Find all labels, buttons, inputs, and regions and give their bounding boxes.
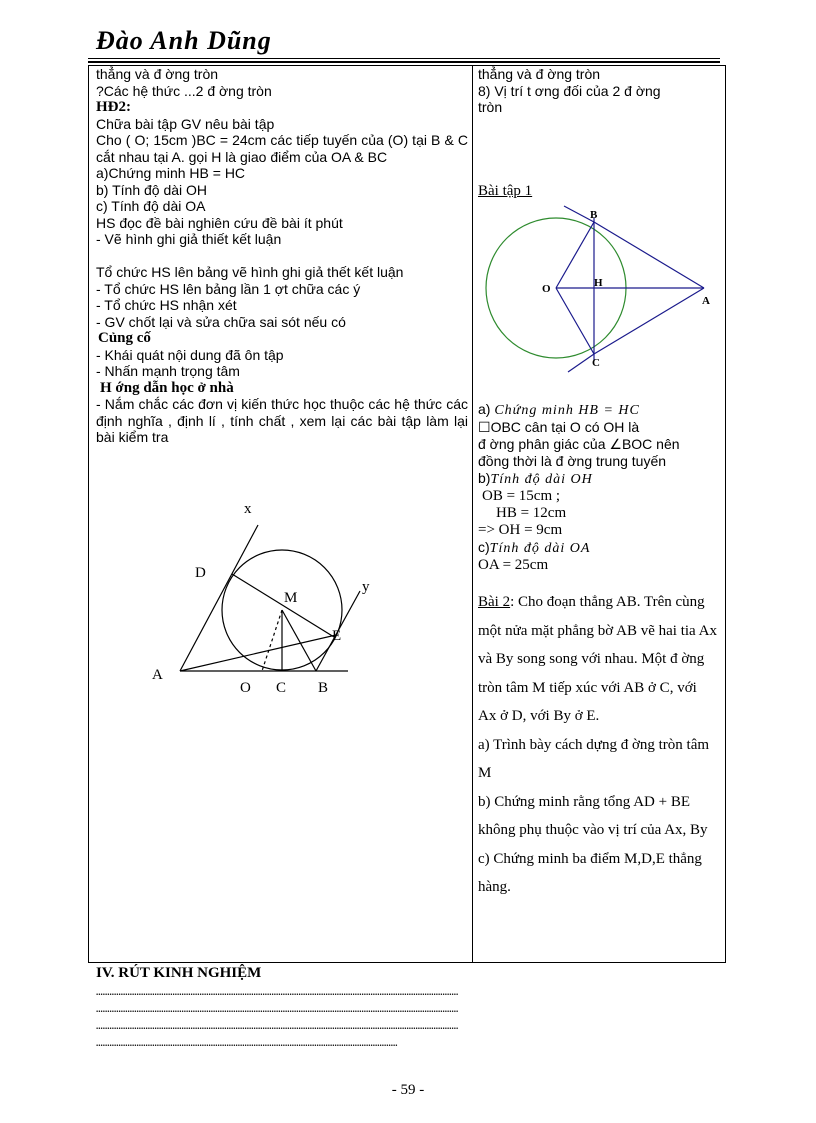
right-column: [478, 66, 718, 116]
left-line: thẳng và đ ờng tròn: [96, 66, 219, 82]
part-b-line: HB = 12cm: [496, 505, 567, 521]
organize-line: Tổ chức HS lên bảng vẽ hình ghi giả thết kết luận: [96, 264, 404, 280]
homework-heading: H ớng dẫn học ở nhà: [100, 379, 234, 396]
part-b-label: b): [478, 470, 491, 486]
fig2-label-C: C: [276, 680, 287, 696]
fig2-label-D: D: [195, 565, 206, 581]
part-a-line3: đồng thời là đ ờng trung tuyến: [478, 453, 667, 469]
header-rule-thick: [88, 61, 720, 63]
part-c-title: Tính độ dài OA: [489, 541, 591, 556]
triangle-symbol: ☐: [478, 419, 491, 435]
author-header: Đào Anh Dũng: [96, 26, 272, 55]
left-line: ?Các hệ thức ...2 đ ờng tròn: [96, 82, 272, 99]
part-c-line: OA = 25cm: [478, 557, 549, 573]
part-b-title: Tính độ dài OH: [490, 472, 593, 487]
fig2-label-B: B: [318, 680, 329, 696]
fig1-label-O: O: [542, 283, 551, 295]
fig1-label-C: C: [592, 357, 600, 369]
part-a-label: a): [478, 401, 491, 417]
fig1-label-A: A: [702, 295, 710, 307]
task-line: - Vẽ hình ghi giả thiết kết luận: [96, 231, 282, 247]
consolidation-item: - Nhấn mạnh trọng tâm: [96, 363, 240, 379]
consolidation-heading: Củng cố: [98, 330, 151, 346]
part-a-line1: OBC cân tại O có OH là: [490, 419, 640, 435]
figure-tangent-circle: [140, 495, 380, 705]
organize-line: - Tổ chức HS nhận xét: [96, 297, 237, 313]
part-a-line2: đ ờng phân giác của: [478, 436, 606, 452]
fig2-label-M: M: [284, 590, 298, 606]
exercise-1-title: Bài tập 1: [478, 183, 533, 199]
dotted-line: ......................................................................................................................................: [96, 1038, 398, 1048]
exercise-2-label: Bài 2: [478, 594, 511, 610]
fig2-label-O: O: [240, 680, 251, 696]
exercise-2-part-a: a) Trình bày cách dựng đ ờng tròn tâm M: [478, 736, 710, 781]
dotted-line: .................................................................................................................................................................: [96, 1021, 459, 1031]
fig2-label-x: x: [244, 501, 252, 517]
homework-text: - Nắm chắc các đơn vị kiến thức học thuộc các hệ thức các định nghĩa , định lí , tính chất , xem lại các bài tập làm lại bài kiểm tra: [96, 396, 468, 445]
page-number: - 59 -: [391, 1082, 425, 1098]
task-line: c) Tính độ dài OA: [96, 198, 206, 214]
fig2-label-E: E: [332, 628, 342, 644]
problem-statement: Cho ( O; 15cm )BC = 24cm các tiếp tuyến của (O) tại B & C cắt nhau tại A. gọi H là giao điểm của OA & BC: [96, 132, 468, 165]
part-a-line2-end: BOC nên: [621, 436, 680, 452]
right-line: tròn: [478, 99, 503, 115]
right-line: thẳng và đ ờng tròn: [478, 66, 601, 82]
consolidation-item: - Khái quát nội dung đã ôn tập: [96, 346, 284, 363]
part-c-label: c): [478, 539, 490, 555]
table-column-divider: [472, 65, 473, 963]
fig2-label-y: y: [362, 579, 370, 595]
part-b-line: OB = 15cm ;: [482, 488, 561, 504]
section-heading: IV. RÚT KINH NGHIỆM: [96, 965, 262, 981]
dotted-line: .................................................................................................................................................................: [96, 987, 459, 997]
header-rule-thin: [88, 58, 720, 59]
right-line: 8) Vị trí t ơng đối của 2 đ ờng: [478, 82, 661, 99]
activity-intro: Chữa bài tập GV nêu bài tập: [96, 115, 275, 132]
exercise-2-part-b: b) Chứng minh rằng tổng AD + BE không phụ thuộc vào vị trí của Ax, By: [478, 793, 708, 838]
fig1-label-H: H: [594, 277, 603, 289]
part-b-line: => OH = 9cm: [478, 522, 563, 538]
exercise-2: [478, 588, 718, 902]
part-a-title: Chứng minh HB = HC: [494, 403, 640, 418]
organize-line: - GV chốt lại và sửa chữa sai sót nếu có: [96, 313, 346, 330]
left-column: [96, 66, 468, 446]
dotted-line: .................................................................................................................................................................: [96, 1004, 459, 1014]
exercise-2-text: : Cho đoạn thẳng AB. Trên cùng một nửa mặt phẳng bờ AB vẽ hai tia Ax và By song song với nhau. Một đ ờng tròn tâm M tiếp xúc với AB ở C, với Ax ở D, với By ở E.: [478, 594, 717, 724]
fig1-label-B: B: [590, 209, 598, 221]
figure-exercise-1: [476, 200, 724, 380]
task-line: b) Tính độ dài OH: [96, 181, 208, 198]
fig2-label-A: A: [152, 667, 163, 683]
exercise-2-part-c: c) Chứng minh ba điểm M,D,E thẳng hàng.: [478, 850, 702, 895]
angle-symbol: ∠: [609, 436, 622, 452]
solution-block: [478, 401, 722, 574]
organize-line: - Tổ chức HS lên bảng lần 1 ợt chữa các ý: [96, 280, 361, 297]
task-line: a)Chứng minh HB = HC: [96, 165, 246, 181]
activity-heading: HĐ2:: [96, 99, 131, 115]
task-line: HS đọc đề bài nghiên cứu đề bài ít phút: [96, 214, 343, 231]
